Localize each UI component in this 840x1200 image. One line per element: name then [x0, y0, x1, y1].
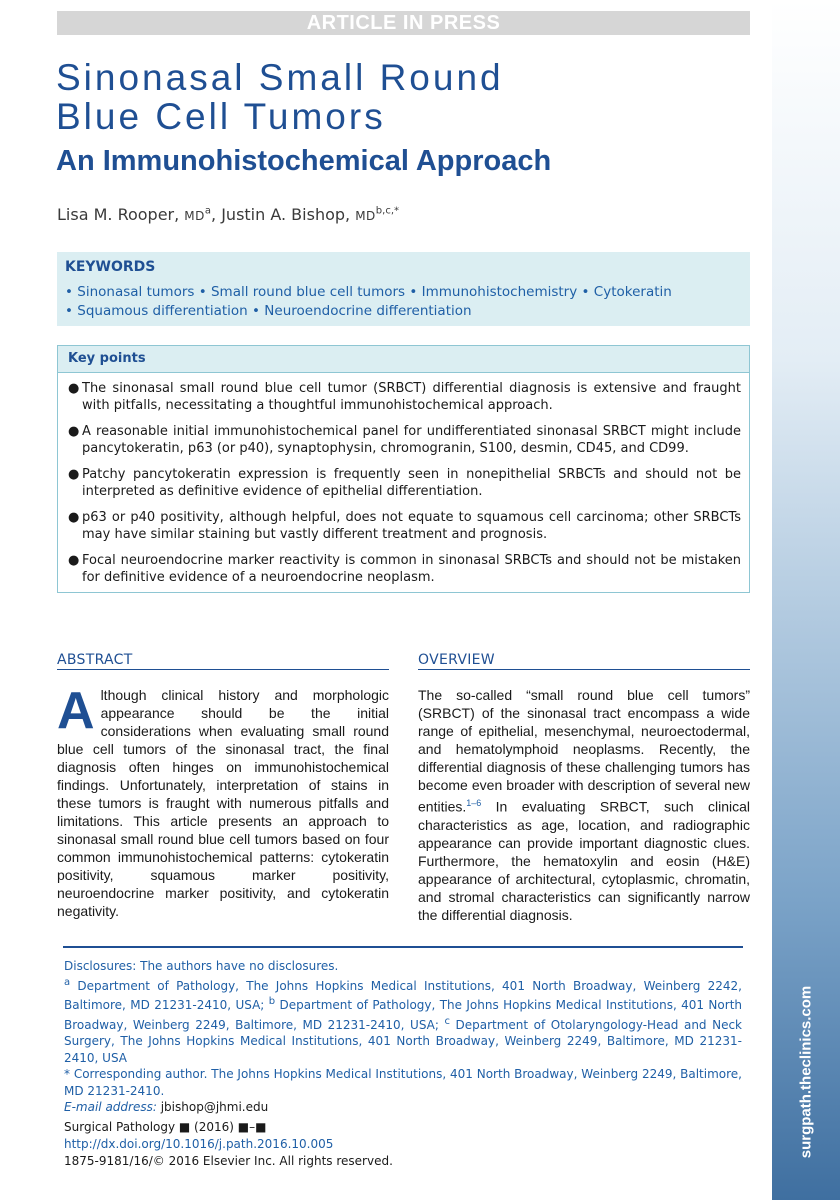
author-1-name: Lisa M. Rooper, — [57, 205, 180, 224]
keyword[interactable]: Immunohistochemistry — [421, 284, 578, 300]
affiliation-c: Department of Otolaryngology-Head and Neck Surgery, The Johns Hopkins Medical Institutions, 401 North Broadway, Weinberg 2249, Baltimore, MD 21231-2410, USA — [64, 1017, 742, 1065]
author-1-degree: MD — [184, 209, 205, 223]
keyword[interactable]: Neuroendocrine differentiation — [264, 303, 472, 319]
article-subtitle: An Immunohistochemical Approach — [56, 145, 552, 177]
disclosures: Disclosures: The authors have no disclosures. — [64, 959, 339, 973]
key-points-list — [58, 373, 749, 586]
key-point-text: Patchy pancytokeratin expression is frequently seen in nonepithelial SRBCTs and should not be interpreted as definitive evidence of epithelial differentiation. — [82, 467, 741, 499]
bullet-icon: ● — [68, 424, 80, 439]
abstract-heading: ABSTRACT — [57, 652, 133, 668]
keyword[interactable]: Sinonasal tumors — [77, 284, 195, 300]
key-point-text: A reasonable initial immunohistochemical panel for undifferentiated sinonasal SRBCT might include pancytokeratin, p63 (or p40), synaptophysin, chromogranin, S100, desmin, CD45, and CD99. — [82, 424, 741, 456]
affiliation-marker: a — [64, 976, 71, 988]
article-in-press-banner: ARTICLE IN PRESS — [57, 11, 750, 35]
abstract-body — [57, 682, 389, 920]
reference-link[interactable]: 1–6 — [466, 798, 482, 808]
keywords-box — [57, 252, 750, 326]
overview-rule — [418, 669, 750, 670]
key-points-heading: Key points — [58, 346, 749, 373]
keywords-heading: KEYWORDS — [65, 259, 156, 275]
affiliations — [64, 975, 742, 1067]
bullet-icon: ● — [68, 553, 80, 568]
author-2-affiliation: b,c,* — [375, 205, 399, 217]
affiliation-marker: b — [268, 996, 276, 1007]
bullet-icon: ● — [68, 467, 80, 482]
key-point — [68, 509, 741, 543]
affiliation-b: Department of Pathology, The Johns Hopkins Medical Institutions, 401 North Broadway, Weinberg 2249, Baltimore, MD 21231-2410, USA; — [64, 998, 742, 1032]
key-point-text: p63 or p40 positivity, although helpful, does not equate to squamous cell carcinoma; other SRBCTs may have similar staining but vastly different treatment and prognosis. — [82, 510, 741, 542]
keyword[interactable]: Squamous differentiation — [77, 303, 248, 319]
key-points-box — [57, 345, 750, 593]
author-2-degree: MD — [355, 209, 376, 223]
bullet-icon: ● — [68, 510, 80, 525]
author-list: Lisa M. Rooper, $MD^a$, Justin A. Bishop, $MD^{b,c,*}$ — [57, 205, 399, 224]
affiliation-marker: c — [444, 1015, 450, 1027]
email-address[interactable]: jbishop@jhmi.edu — [160, 1100, 269, 1114]
corresponding-author: * Corresponding author. The Johns Hopkins Medical Institutions, 401 North Broadway, Weinberg 2249, Baltimore, MD 21231-2410. — [64, 1067, 742, 1098]
key-point — [68, 380, 741, 414]
key-point — [68, 423, 741, 457]
abstract-dropcap: A — [57, 682, 95, 740]
bullet-icon: ● — [68, 381, 80, 396]
journal-url[interactable]: surgpath.theclinics.com — [797, 985, 815, 1159]
overview-text-1: The so-called “small round blue cell tumors” (SRBCT) of the sinonasal tract encompass a wide range of epithelial, mesenchymal, neuroectodermal, and hematolymphoid neoplasms. Recently, the differential diagnosis of these challenging tumors has become even broader with description of several new entities. — [418, 687, 750, 815]
overview-heading: OVERVIEW — [418, 652, 495, 668]
title-line-1: Sinonasal Small Round — [56, 57, 504, 98]
author-2-name: Justin A. Bishop, — [221, 205, 351, 224]
abstract-text: lthough clinical history and morphologic appearance should be the initial considerations when evaluating small round blue cell tumors of the sinonasal tract, the final diagnosis often hinges on immunohistochemical findings. Unfortunately, interpretation of stains in these tumors is fraught with numerous pitfalls and limitations. This article presents an approach to sinonasal small round blue cell tumors based on four common immunohistochemical patterns: cytokeratin positivity, squamous marker positivity, neuroendocrine marker positivity, and cytokeratin negativity. — [57, 687, 389, 919]
affiliation-a: Department of Pathology, The Johns Hopkins Medical Institutions, 401 North Broadway, Weinberg 2242, Baltimore, MD 21231-2410, USA; — [64, 978, 742, 1012]
email-label: E-mail address: — [64, 1100, 157, 1114]
key-point-text: Focal neuroendocrine marker reactivity is common in sinonasal SRBCTs and should not be mistaken for definitive evidence of a neuroendocrine neoplasm. — [82, 553, 741, 585]
publication-info — [64, 1119, 393, 1170]
key-point-text: The sinonasal small round blue cell tumor (SRBCT) differential diagnosis is extensive and fraught with pitfalls, necessitating a thoughtful immunohistochemical approach. — [82, 381, 741, 413]
title-line-2: Blue Cell Tumors — [56, 96, 386, 137]
keywords-list: • Sinonasal tumors • Small round blue cell tumors • Immunohistochemistry • Cytokeratin • Squamous differentiation • Neuroendocrine differentiation — [65, 284, 672, 319]
keyword[interactable]: Cytokeratin — [593, 284, 672, 300]
key-point — [68, 466, 741, 500]
article-title — [56, 58, 504, 136]
key-point — [68, 552, 741, 586]
overview-body — [418, 686, 750, 924]
author-1-affiliation: a — [204, 205, 212, 217]
journal-citation: Surgical Pathology ■ (2016) ■–■ — [64, 1120, 267, 1134]
overview-text-2: In evaluating SRBCT, such clinical characteristics as age, location, and radiographic appearance can provide important diagnostic clues. Furthermore, the hematoxylin and eosin (H&E) appearance of architectural, cytoplasmic, chromatin, and stromal characteristics can significantly narrow the differential diagnosis. — [418, 798, 750, 923]
email-line — [64, 1099, 742, 1116]
abstract-rule — [57, 669, 389, 670]
footnote-rule — [63, 946, 743, 948]
keyword[interactable]: Small round blue cell tumors — [210, 284, 406, 300]
doi-link[interactable]: http://dx.doi.org/10.1016/j.path.2016.10.005 — [64, 1137, 334, 1151]
copyright: 1875-9181/16/© 2016 Elsevier Inc. All rights reserved. — [64, 1154, 393, 1168]
footnotes — [64, 958, 742, 1116]
